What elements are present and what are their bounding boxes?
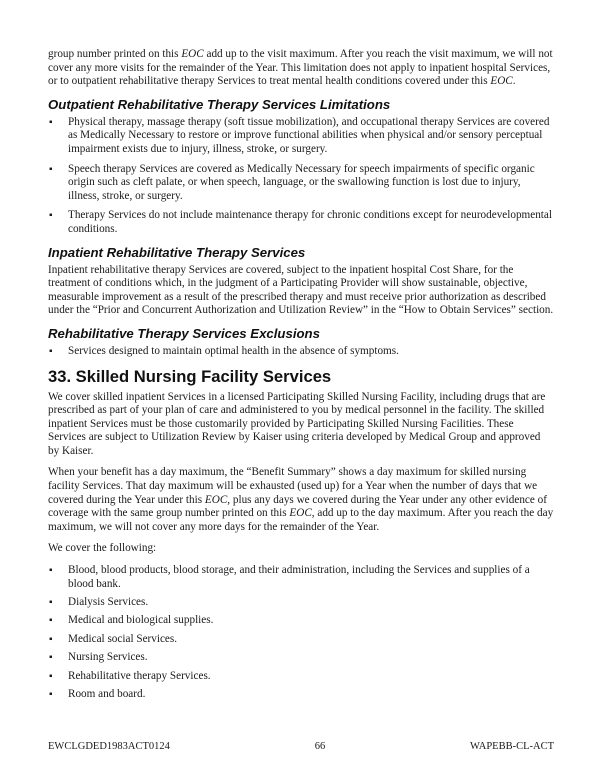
list-item: ▪ Room and board. — [49, 687, 146, 700]
page-number: 66 — [314, 741, 326, 752]
bullet-icon: ▪ — [49, 633, 53, 645]
outpatient-heading: Outpatient Rehabilitative Therapy Services Limitations — [48, 96, 391, 112]
bullet-icon: ▪ — [49, 688, 53, 700]
bullet-icon: ▪ — [49, 615, 53, 627]
list-item: ▪ Rehabilitative therapy Services. — [49, 669, 211, 682]
footer-plan-code: WAPEBB-CL-ACT — [470, 741, 554, 752]
bullet-icon: ▪ — [49, 597, 53, 609]
list-item: ▪ Services designed to maintain optimal health in the absence of symptoms. — [49, 344, 399, 357]
inpatient-heading: Inpatient Rehabilitative Therapy Services — [48, 244, 306, 260]
list-item: ▪ Physical therapy, massage therapy (soft tissue mobilization), and occupational therapy Services are covered as Medically Necessary to restore or improve functional abilities when physical and/or sensory perceptual impairment exists due to injury, illness, stroke, or surgery. — [49, 115, 550, 155]
bullet-icon: ▪ — [49, 670, 53, 682]
section-33-paragraph-2: When your benefit has a day maximum, the “Benefit Summary” shows a day maximum for skilled nursing facility Services. That day maximum will be exhausted (used up) for a Year when the number of days that we covered during the Year under this EOC, plus any days we covered during the Year under any other evidence of coverage with the same group number printed on this EOC, add up to the day maximum. After you reach the day maximum, we will not cover any more days for the remainder of the Year. — [48, 466, 554, 533]
section-33-heading: 33. Skilled Nursing Facility Services — [48, 366, 332, 386]
list-item: ▪ Dialysis Services. — [49, 596, 149, 609]
list-item: ▪ Speech therapy Services are covered as Medically Necessary for speech impairments of specific organic origin such as cleft palate, or when speech, language, or the swallowing function is lost due to injury, illness, stroke, or surgery. — [49, 162, 535, 202]
list-item: ▪ Blood, blood products, blood storage, and their administration, including the Services and supplies of a blood bank. — [49, 564, 530, 590]
list-item: ▪ Medical social Services. — [49, 632, 178, 645]
bullet-icon: ▪ — [49, 345, 53, 357]
bullet-icon: ▪ — [49, 163, 53, 175]
section-33-paragraph-1: We cover skilled inpatient Services in a licensed Participating Skilled Nursing Facility, including drugs that are prescribed as part of your plan of care and administered to you by medical personnel in the facility. The skilled inpatient Services must be those customarily provided by Participating Skilled Nursing Facilities. These Services are subject to Utilization Review by Kaiser using criteria developed by Medical Group and approved by Kaiser. — [48, 390, 546, 457]
page-footer — [48, 740, 554, 753]
intro-paragraph: group number printed on this EOC add up to the visit maximum. After you reach the visit maximum, we will not cover any more visits for the remainder of the Year. This limitation does not apply to inpatient hospital Services, or to outpatient rehabilitative therapy Services to treat mental health conditions covered under this EOC. — [48, 48, 553, 88]
coverage-list — [48, 564, 554, 702]
list-item: ▪ Nursing Services. — [49, 651, 148, 664]
bullet-icon: ▪ — [49, 210, 53, 222]
footer-document-code: EWCLGDED1983ACT0124 — [48, 741, 170, 752]
inpatient-paragraph: Inpatient rehabilitative therapy Services are covered, subject to the inpatient hospital Cost Share, for the treatment of conditions which, in the judgment of a Participating Provider will show sustainable, objective, measurable improvement as a result of the prescribed therapy and must receive prior authorization as described under the “Prior and Concurrent Authorization and Utilization Review” in the “How to Obtain Services” section. — [48, 263, 554, 317]
bullet-icon: ▪ — [49, 565, 53, 577]
list-item: ▪ Therapy Services do not include maintenance therapy for chronic conditions except for neurodevelopmental conditions. — [49, 209, 552, 235]
exclusions-heading: Rehabilitative Therapy Services Exclusions — [48, 325, 320, 341]
bullet-icon: ▪ — [49, 116, 53, 128]
section-33-paragraph-3: We cover the following: — [48, 542, 157, 555]
outpatient-list — [48, 116, 554, 237]
exclusions-list — [48, 345, 554, 359]
page-content — [48, 48, 554, 706]
bullet-icon: ▪ — [49, 652, 53, 664]
list-item: ▪ Medical and biological supplies. — [49, 614, 214, 627]
